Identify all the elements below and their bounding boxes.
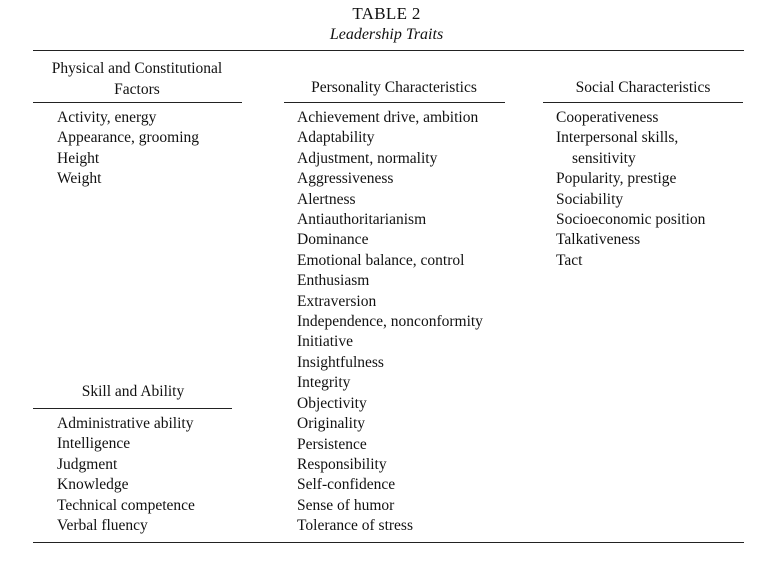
list-item: Interpersonal skills, <box>556 129 679 147</box>
physical-heading-rule <box>33 102 242 103</box>
list-item: Objectivity <box>297 394 367 412</box>
list-item: Height <box>57 149 100 167</box>
list-item: Cooperativeness <box>556 109 659 126</box>
list-item: Emotional balance, control <box>297 251 465 269</box>
social-list <box>556 108 705 271</box>
list-item: Persistence <box>297 435 367 453</box>
list-item: Initiative <box>297 333 353 351</box>
personality-list <box>297 108 483 537</box>
list-item: Verbal fluency <box>57 517 148 535</box>
social-heading: Social Characteristics <box>575 79 711 96</box>
physical-heading-line1: Physical and Constitutional <box>51 60 223 77</box>
list-item: Independence, nonconformity <box>297 313 483 331</box>
list-item: Administrative ability <box>57 415 194 432</box>
list-item: Weight <box>57 170 102 188</box>
list-item: Adaptability <box>297 129 375 147</box>
table-subtitle: Leadership Traits <box>329 26 444 43</box>
list-item: Appearance, grooming <box>57 129 200 147</box>
list-item: Antiauthoritarianism <box>297 211 427 229</box>
list-item: Achievement drive, ambition <box>297 109 479 126</box>
list-item: Originality <box>297 415 366 433</box>
skill-heading-rule <box>33 408 232 409</box>
list-item: Sense of humor <box>297 496 395 514</box>
list-item: Aggressiveness <box>297 170 394 188</box>
physical-heading-line2: Factors <box>114 81 160 98</box>
list-item: Activity, energy <box>57 109 157 126</box>
list-item: Insightfulness <box>297 353 384 371</box>
physical-list <box>57 108 199 190</box>
list-item: Alertness <box>297 190 356 208</box>
list-item: Adjustment, normality <box>297 149 438 167</box>
physical-heading <box>30 58 244 100</box>
skill-list <box>57 414 195 536</box>
list-item-continuation: sensitivity <box>572 149 636 167</box>
list-item: Talkativeness <box>556 231 641 249</box>
list-item: Self-confidence <box>297 476 396 494</box>
personality-heading-rule <box>284 102 505 103</box>
list-item: Tact <box>556 251 583 269</box>
list-item: Extraversion <box>297 292 377 310</box>
skill-heading: Skill and Ability <box>81 383 185 400</box>
list-item: Socioeconomic position <box>556 211 706 229</box>
list-item: Knowledge <box>57 476 129 494</box>
social-heading-rule <box>543 102 743 103</box>
list-item: Sociability <box>556 190 624 208</box>
list-item: Popularity, prestige <box>556 170 677 188</box>
list-item: Enthusiasm <box>297 272 370 290</box>
list-item: Intelligence <box>57 435 131 453</box>
list-item: Tolerance of stress <box>297 517 413 535</box>
list-item: Technical competence <box>57 496 195 514</box>
list-item: Integrity <box>297 374 351 392</box>
list-item: Judgment <box>57 455 118 473</box>
personality-heading: Personality Characteristics <box>311 79 477 96</box>
list-item: Dominance <box>297 231 369 249</box>
list-item: Responsibility <box>297 455 387 473</box>
bottom-rule <box>33 542 744 543</box>
top-rule <box>33 50 744 51</box>
table-label: TABLE 2 <box>352 4 421 23</box>
